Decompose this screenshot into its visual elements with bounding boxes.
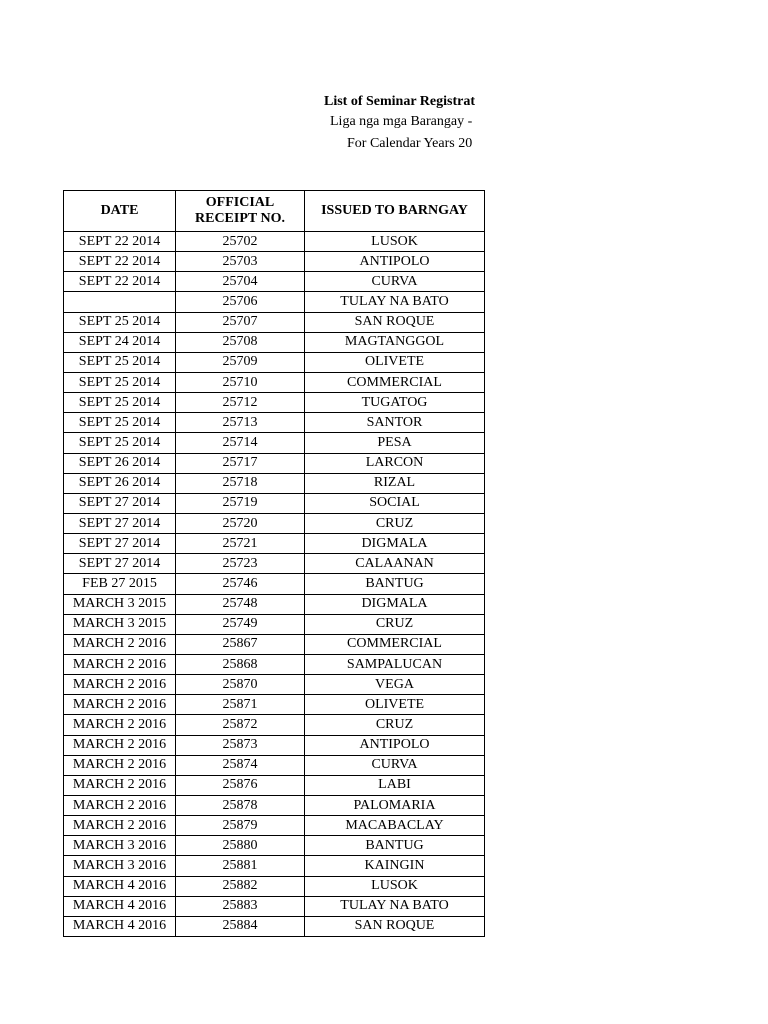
table-row [64,332,485,352]
barangay-cell: CURVA [305,755,485,775]
table-row [64,795,485,815]
receipt-cell: 25880 [176,836,305,856]
date-cell: SEPT 27 2014 [64,513,176,533]
date-cell: SEPT 25 2014 [64,433,176,453]
receipt-cell: 25719 [176,493,305,513]
date-cell: SEPT 25 2014 [64,372,176,392]
table-body [64,232,485,937]
receipt-cell: 25721 [176,534,305,554]
barangay-cell: OLIVETE [305,352,485,372]
barangay-cell: SAN ROQUE [305,312,485,332]
barangay-cell: DIGMALA [305,534,485,554]
date-cell: SEPT 22 2014 [64,272,176,292]
document-subtitle: Liga nga mga Barangay - [330,114,473,129]
barangay-cell: DIGMALA [305,594,485,614]
table-row [64,272,485,292]
receipt-cell: 25713 [176,413,305,433]
date-cell: MARCH 3 2015 [64,614,176,634]
receipt-cell: 25884 [176,916,305,936]
receipt-cell: 25746 [176,574,305,594]
table-row [64,816,485,836]
barangay-cell: PALOMARIA [305,795,485,815]
receipt-cell: 25870 [176,675,305,695]
table-row [64,735,485,755]
date-cell: MARCH 2 2016 [64,795,176,815]
barangay-cell: SANTOR [305,413,485,433]
barangay-cell: COMMERCIAL [305,372,485,392]
date-cell: SEPT 25 2014 [64,413,176,433]
date-cell: SEPT 26 2014 [64,473,176,493]
date-cell: SEPT 25 2014 [64,393,176,413]
barangay-cell: ANTIPOLO [305,252,485,272]
date-cell: SEPT 27 2014 [64,493,176,513]
date-cell: MARCH 2 2016 [64,695,176,715]
barangay-cell: COMMERCIAL [305,634,485,654]
table-row [64,916,485,936]
table-row [64,715,485,735]
table-row [64,876,485,896]
barangay-cell: RIZAL [305,473,485,493]
table-row [64,352,485,372]
barangay-cell: ANTIPOLO [305,735,485,755]
receipt-cell: 25703 [176,252,305,272]
date-cell: SEPT 27 2014 [64,534,176,554]
date-cell: MARCH 2 2016 [64,755,176,775]
date-cell: MARCH 2 2016 [64,675,176,695]
date-cell: SEPT 25 2014 [64,352,176,372]
barangay-cell: PESA [305,433,485,453]
barangay-cell: CRUZ [305,715,485,735]
receipt-cell: 25748 [176,594,305,614]
receipt-cell: 25879 [176,816,305,836]
date-cell: SEPT 22 2014 [64,252,176,272]
header-barangay: ISSUED TO BARNGAY [305,191,485,232]
receipt-cell: 25717 [176,453,305,473]
table-row [64,675,485,695]
document-title: List of Seminar Registrat [324,94,475,109]
table-row [64,755,485,775]
table-row [64,312,485,332]
receipt-cell: 25881 [176,856,305,876]
table-row [64,836,485,856]
table-row [64,252,485,272]
barangay-cell: TULAY NA BATO [305,292,485,312]
table-row [64,473,485,493]
date-cell: MARCH 4 2016 [64,876,176,896]
receipt-cell: 25712 [176,393,305,413]
table-row [64,232,485,252]
barangay-cell: MAGTANGGOL [305,332,485,352]
header-receipt: OFFICIAL RECEIPT NO. [176,191,305,232]
barangay-cell: CALAANAN [305,554,485,574]
receipt-cell: 25720 [176,513,305,533]
receipt-cell: 25714 [176,433,305,453]
table-row [64,372,485,392]
barangay-cell: CRUZ [305,513,485,533]
receipt-cell: 25876 [176,775,305,795]
date-cell: MARCH 3 2015 [64,594,176,614]
date-cell [64,292,176,312]
barangay-cell: TUGATOG [305,393,485,413]
date-cell: SEPT 27 2014 [64,554,176,574]
barangay-cell: CURVA [305,272,485,292]
table-row [64,493,485,513]
date-cell: MARCH 2 2016 [64,715,176,735]
receipt-cell: 25709 [176,352,305,372]
barangay-cell: KAINGIN [305,856,485,876]
barangay-cell: SAN ROQUE [305,916,485,936]
barangay-cell: LUSOK [305,232,485,252]
receipt-cell: 25878 [176,795,305,815]
table-row [64,574,485,594]
barangay-cell: CRUZ [305,614,485,634]
barangay-cell: BANTUG [305,836,485,856]
barangay-cell: LUSOK [305,876,485,896]
date-cell: SEPT 25 2014 [64,312,176,332]
table-row [64,513,485,533]
table-row [64,896,485,916]
table-row [64,654,485,674]
barangay-cell: SAMPALUCAN [305,654,485,674]
registration-table [63,190,485,937]
table-row [64,634,485,654]
date-cell: MARCH 2 2016 [64,634,176,654]
barangay-cell: LABI [305,775,485,795]
receipt-cell: 25882 [176,876,305,896]
table-row [64,453,485,473]
table-row [64,856,485,876]
receipt-cell: 25868 [176,654,305,674]
table-row [64,413,485,433]
receipt-cell: 25872 [176,715,305,735]
table-header-row [64,191,485,232]
date-cell: MARCH 3 2016 [64,856,176,876]
date-cell: MARCH 4 2016 [64,916,176,936]
table-row [64,775,485,795]
receipt-cell: 25873 [176,735,305,755]
receipt-cell: 25708 [176,332,305,352]
receipt-cell: 25867 [176,634,305,654]
receipt-cell: 25706 [176,292,305,312]
barangay-cell: OLIVETE [305,695,485,715]
barangay-cell: BANTUG [305,574,485,594]
table-row [64,292,485,312]
barangay-cell: LARCON [305,453,485,473]
receipt-cell: 25707 [176,312,305,332]
table-row [64,393,485,413]
receipt-cell: 25874 [176,755,305,775]
receipt-cell: 25871 [176,695,305,715]
date-cell: MARCH 2 2016 [64,816,176,836]
date-cell: SEPT 26 2014 [64,453,176,473]
date-cell: MARCH 4 2016 [64,896,176,916]
document-header [0,90,484,160]
barangay-cell: TULAY NA BATO [305,896,485,916]
receipt-cell: 25702 [176,232,305,252]
table-row [64,554,485,574]
date-cell: MARCH 2 2016 [64,654,176,674]
receipt-cell: 25883 [176,896,305,916]
header-date: DATE [64,191,176,232]
table-row [64,594,485,614]
barangay-cell: MACABACLAY [305,816,485,836]
document-period: For Calendar Years 20 [347,136,473,151]
date-cell: MARCH 2 2016 [64,775,176,795]
receipt-cell: 25749 [176,614,305,634]
table-row [64,534,485,554]
barangay-cell: SOCIAL [305,493,485,513]
receipt-cell: 25704 [176,272,305,292]
receipt-cell: 25718 [176,473,305,493]
date-cell: SEPT 22 2014 [64,232,176,252]
date-cell: MARCH 3 2016 [64,836,176,856]
date-cell: SEPT 24 2014 [64,332,176,352]
table-row [64,695,485,715]
receipt-cell: 25723 [176,554,305,574]
date-cell: MARCH 2 2016 [64,735,176,755]
date-cell: FEB 27 2015 [64,574,176,594]
barangay-cell: VEGA [305,675,485,695]
table-row [64,614,485,634]
receipt-cell: 25710 [176,372,305,392]
table-row [64,433,485,453]
